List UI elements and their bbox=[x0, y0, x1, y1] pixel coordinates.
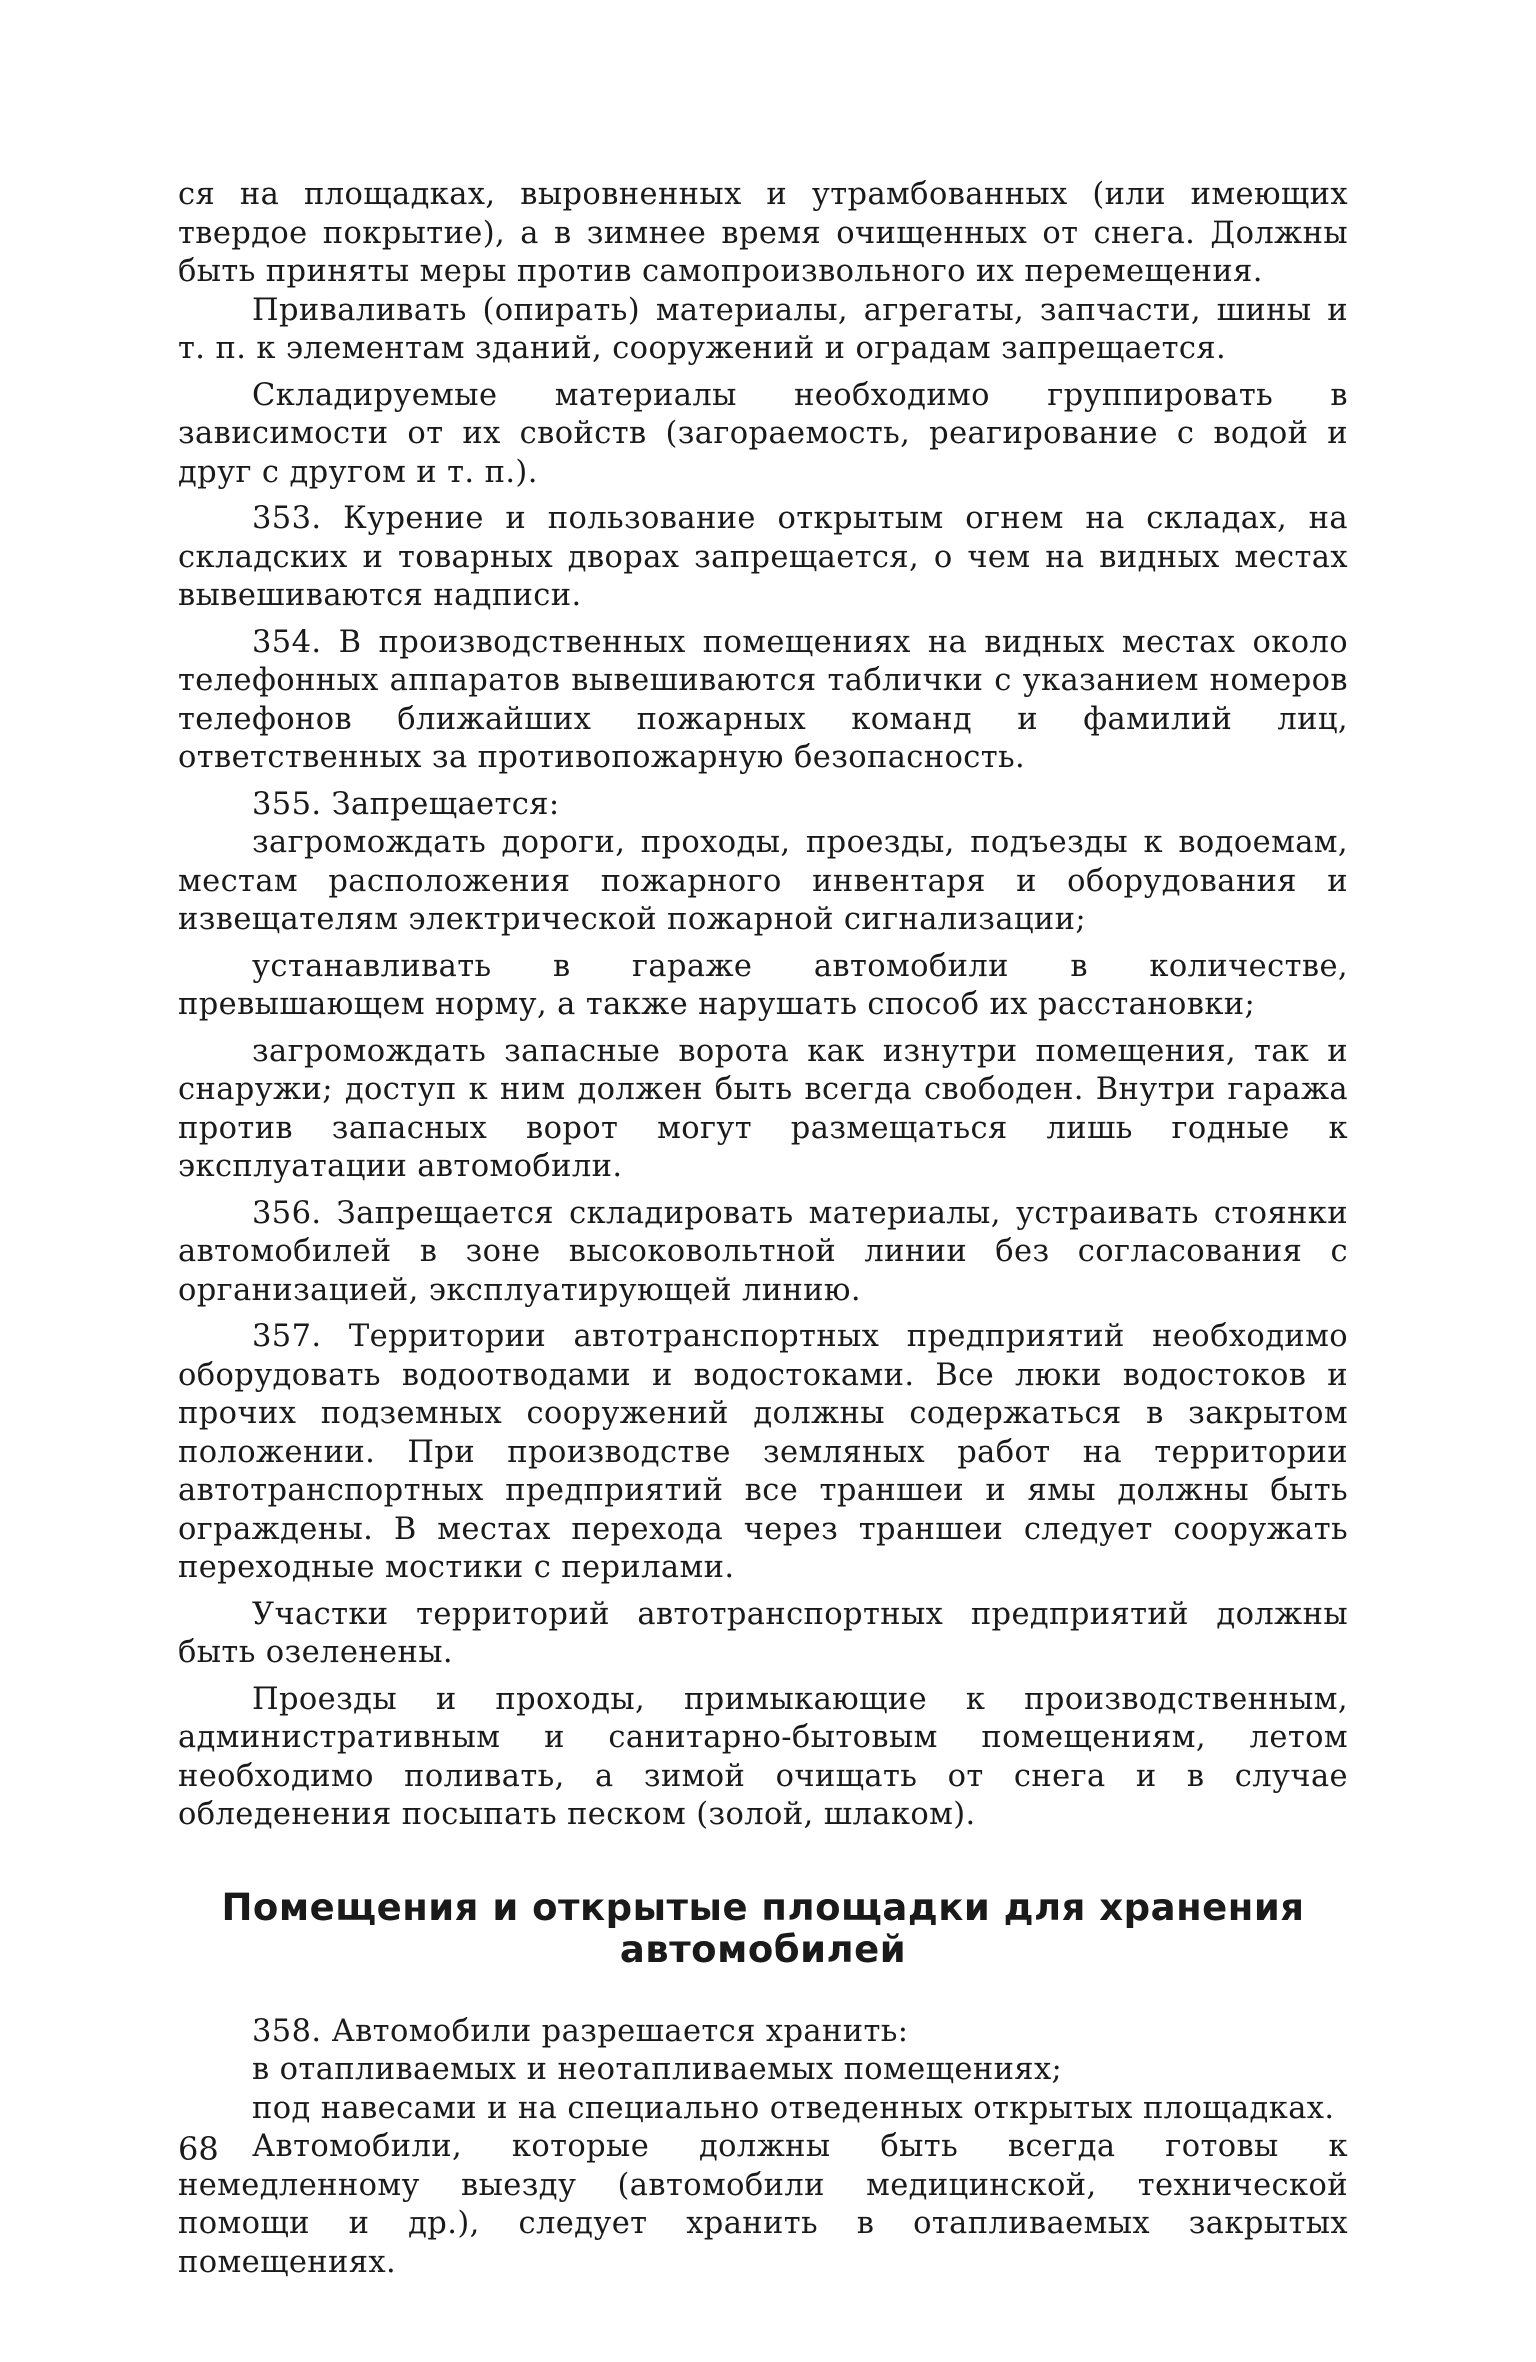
paragraph-357: 357. Территории автотранспортных предприятий необходимо оборудовать водоотводами и водостоками. Все люки водостоков и прочих подземных сооружений должны содержаться в закрытом положении. При производстве земляных работ на территории автотранспортных предприятий все траншеи и ямы должны быть ограждены. В местах перехода через траншеи следует сооружать переходные мостики с перилами. bbox=[178, 1319, 1348, 1585]
page-number: 68 bbox=[178, 2130, 219, 2168]
paragraph-357-greening: Участки территорий автотранспортных предприятий должны быть озеленены. bbox=[178, 1596, 1348, 1670]
section-heading-line-1: Помещения и открытые площадки для хранения bbox=[221, 1885, 1305, 1929]
paragraph-353: 353. Курение и пользование открытым огнем на складах, на складских и товарных дворах запрещается, о чем на видных местах вывешиваются надписи. bbox=[178, 501, 1348, 613]
section-heading bbox=[178, 1887, 1348, 1971]
paragraph-355-item-2: устанавливать в гараже автомобили в количестве, превышающем норму, а также нарушать способ их расстановки; bbox=[178, 948, 1348, 1022]
page-body bbox=[178, 176, 1348, 2282]
paragraph-355: 355. Запрещается: bbox=[252, 786, 560, 822]
paragraph-355-item-1: загромождать дороги, проходы, проезды, подъезды к водоемам, местам расположения пожарного инвентаря и оборудования и извещателям электрической пожарной сигнализации; bbox=[178, 825, 1348, 937]
section-heading-line-2: автомобилей bbox=[619, 1927, 907, 1971]
paragraph-2: Приваливать (опирать) материалы, агрегаты, запчасти, шины и т. п. к элементам зданий, сооружений и оградам запрещается. bbox=[178, 292, 1348, 366]
paragraph-357-driveways: Проезды и проходы, примыкающие к производственным, административным и санитарно-бытовым помещениям, летом необходимо поливать, а зимой очищать от снега и в случае обледенения посыпать песком (золой, шлаком). bbox=[178, 1681, 1348, 1832]
paragraph-358: 358. Автомобили разрешается хранить: bbox=[252, 2013, 909, 2049]
paragraph-358-note: Автомобили, которые должны быть всегда готовы к немедленному выезду (автомобили медицинской, технической помощи и др.), следует хранить в отапливаемых закрытых помещениях. bbox=[178, 2129, 1348, 2280]
paragraph-358-item-2: под навесами и на специально отведенных открытых площадках. bbox=[252, 2090, 1335, 2126]
paragraph-1: ся на площадках, выровненных и утрамбованных (или имеющих твердое покрытие), а в зимнее время очищенных от снега. Должны быть приняты меры против самопроизвольного их перемещения. bbox=[178, 177, 1348, 289]
paragraph-358-item-1: в отапливаемых и неотапливаемых помещениях; bbox=[252, 2052, 1063, 2087]
paragraph-354: 354. В производственных помещениях на видных местах около телефонных аппаратов вывешиваются таблички с указанием номеров телефонов ближайших пожарных команд и фамилий лиц, ответственных за противопожарную безопасность. bbox=[178, 624, 1348, 775]
paragraph-3: Складируемые материалы необходимо группировать в зависимости от их свойств (загораемость, реагирование с водой и друг с другом и т. п.). bbox=[178, 377, 1348, 490]
paragraph-356: 356. Запрещается складировать материалы, устраивать стоянки автомобилей в зоне высоковольтной линии без согласования с организацией, эксплуатирующей линию. bbox=[178, 1195, 1348, 1308]
paragraph-355-item-3: загромождать запасные ворота как изнутри помещения, так и снаружи; доступ к ним должен быть всегда свободен. Внутри гаража против запасных ворот могут размещаться лишь годные к эксплуатации автомобили. bbox=[178, 1033, 1348, 1184]
